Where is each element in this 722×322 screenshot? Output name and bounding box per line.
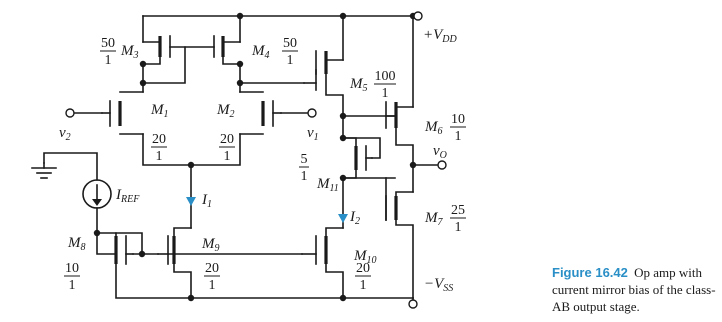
- svg-text:1: 1: [454, 220, 462, 235]
- vdd-label: $+V_{DD}$: [423, 27, 457, 45]
- svg-text:1: 1: [300, 169, 308, 184]
- ratio-m4: [282, 36, 298, 68]
- svg-text:20: 20: [356, 261, 370, 276]
- v2-terminal: [66, 109, 74, 117]
- mosfet-m11: [356, 146, 372, 170]
- svg-text:20: 20: [220, 132, 234, 147]
- ratio-m10: [355, 261, 371, 293]
- vss-terminal: [409, 300, 417, 308]
- svg-text:1: 1: [208, 278, 216, 293]
- svg-text:10: 10: [451, 112, 465, 127]
- svg-text:1: 1: [454, 129, 462, 144]
- mosfet-m8: [116, 236, 133, 264]
- mosfet-m7: [386, 178, 396, 220]
- ratio-m9: [204, 261, 220, 293]
- m2-label: $M_2$: [217, 102, 235, 120]
- m4-label: $M_4$: [252, 43, 270, 61]
- ratio-m8: [64, 261, 80, 293]
- svg-text:10: 10: [65, 261, 79, 276]
- m3-label: $M_3$: [121, 43, 139, 61]
- svg-text:1: 1: [359, 278, 367, 293]
- figure-caption: [552, 264, 720, 315]
- mosfet-m2: [263, 101, 281, 126]
- svg-text:100: 100: [374, 69, 396, 84]
- i1-label: $I_1$: [202, 192, 212, 210]
- ratio-m1: [151, 132, 167, 164]
- m1-label: $M_1$: [151, 102, 169, 120]
- svg-text:1: 1: [286, 53, 294, 68]
- m8-label: $M_8$: [68, 235, 86, 253]
- m10-label: $M_{10}$: [354, 248, 377, 266]
- mosfet-m5: [304, 51, 326, 90]
- mosfet-m10: [302, 236, 326, 264]
- svg-text:1: 1: [155, 149, 163, 164]
- m9-label: $M_9$: [202, 236, 220, 254]
- vo-terminal: [438, 161, 446, 169]
- m7-label: $M_7$: [425, 210, 443, 228]
- m11-label: $M_{11}$: [317, 176, 339, 194]
- v2-label: $v_2$: [59, 125, 71, 143]
- mosfet-m1: [102, 101, 120, 126]
- svg-text:1: 1: [68, 278, 76, 293]
- mosfet-m3: [160, 36, 170, 57]
- vo-label: $v_O$: [433, 143, 447, 161]
- ratio-m3: [100, 36, 116, 68]
- vdd-terminal: [414, 12, 422, 20]
- vss-label: $-V_{SS}$: [424, 276, 454, 294]
- svg-text:50: 50: [283, 36, 297, 51]
- svg-text:20: 20: [205, 261, 219, 276]
- ratio-m5: [374, 69, 396, 101]
- ratio-m6: [450, 112, 466, 144]
- current-source-icon: [83, 180, 111, 208]
- ratio-m2: [219, 132, 235, 164]
- mosfet-m6: [386, 102, 396, 128]
- mosfet-m9: [158, 236, 174, 264]
- v1-label: $v_1$: [307, 125, 319, 143]
- svg-text:25: 25: [451, 203, 465, 218]
- figure-caption-text: Op amp with current mirror bias of the class-AB output stage.: [552, 265, 716, 314]
- svg-text:50: 50: [101, 36, 115, 51]
- svg-text:1: 1: [381, 86, 389, 101]
- i2-label: $I_2$: [350, 209, 360, 227]
- ratio-m11: [299, 152, 309, 184]
- m6-label: $M_6$: [425, 119, 443, 137]
- svg-text:20: 20: [152, 132, 166, 147]
- ratio-m7: [450, 203, 466, 235]
- v1-terminal: [308, 109, 316, 117]
- m5-label: $M_5$: [350, 76, 368, 94]
- figure-label: Figure 16.42: [552, 265, 628, 280]
- mosfet-m4: [214, 36, 223, 57]
- current-arrow-i1: [186, 197, 196, 206]
- iref-label: $I_{REF}$: [116, 187, 140, 205]
- svg-text:1: 1: [223, 149, 231, 164]
- ground-icon: [32, 163, 56, 178]
- svg-text:1: 1: [104, 53, 112, 68]
- svg-text:5: 5: [300, 152, 308, 167]
- current-arrow-i2: [338, 214, 348, 223]
- wires: [44, 16, 438, 300]
